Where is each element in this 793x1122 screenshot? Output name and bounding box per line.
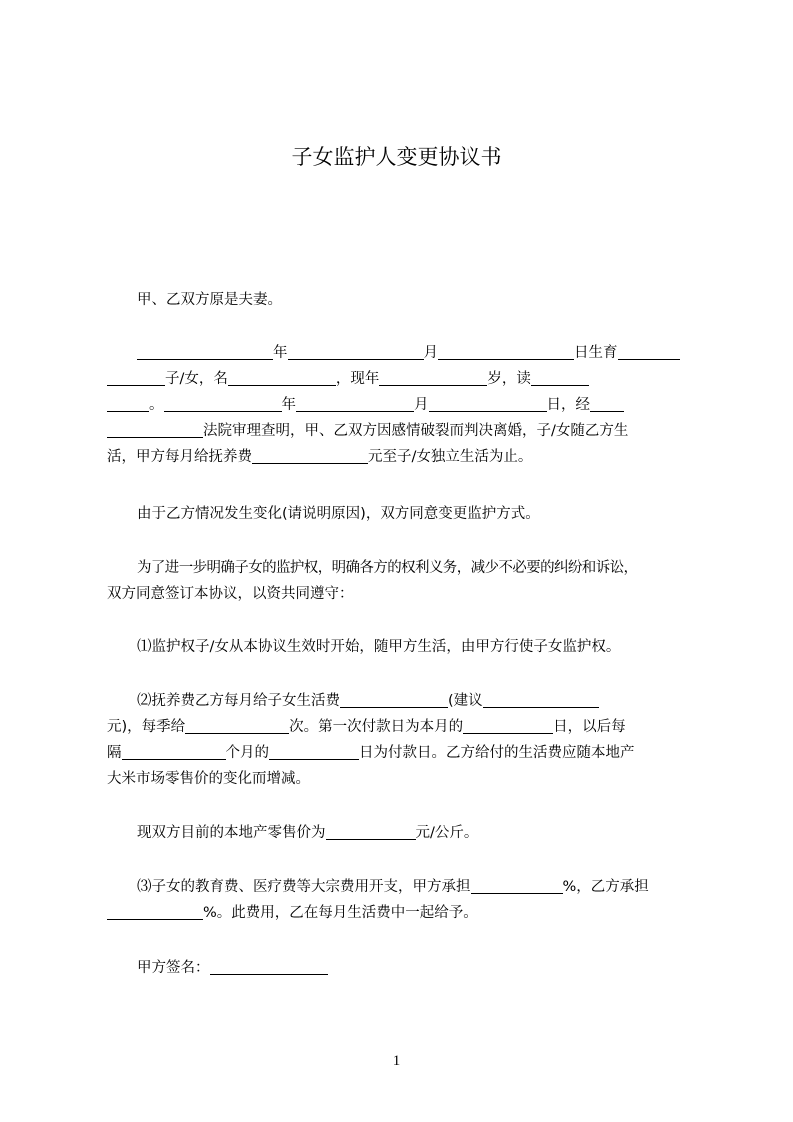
change-reason-line: 由于乙方情况发生变化(请说明原因)，双方同意变更监护方式。 (137, 506, 540, 522)
blank-field[interactable] (107, 903, 203, 920)
parties-line: 甲、乙双方原是夫妻。 (137, 292, 282, 308)
blank-field[interactable] (296, 395, 414, 412)
clause-3-line-1 (107, 874, 699, 900)
purpose-line-1: 为了进一步明确子女的监护权，明确各方的权利义务，减少不必要的纠纷和诉讼， (137, 560, 638, 576)
paragraph-clause-1 (107, 634, 699, 660)
blank-field[interactable] (531, 369, 589, 386)
label-every: 隔 (107, 745, 122, 761)
label-payment-day: 日为付款日。乙方给付的生活费应随本地产 (359, 745, 635, 761)
label-months: 个月的 (225, 745, 269, 761)
blank-field[interactable] (471, 877, 563, 894)
marriage-line-1 (107, 340, 699, 366)
marriage-line-2 (107, 366, 699, 392)
local-price-line (107, 820, 699, 846)
clause-2-line-2 (107, 714, 699, 740)
signature-field[interactable] (210, 958, 328, 975)
marriage-line-5 (107, 444, 699, 470)
label-local-price: 现双方目前的本地产零售价为 (137, 825, 326, 841)
blank-field[interactable] (228, 369, 336, 386)
blank-field[interactable] (137, 343, 273, 360)
label-age: ，现年 (335, 371, 380, 387)
court-ruling-text: 法院审理查明，甲、乙双方因感情破裂而判决离婚，子/女随乙方生 (203, 423, 629, 439)
paragraph-parties (107, 287, 699, 313)
document-title: 子女监护人变更协议书 (291, 145, 502, 169)
blank-field[interactable] (252, 447, 368, 464)
blank-field[interactable] (107, 369, 165, 386)
blank-field[interactable] (379, 369, 487, 386)
blank-field[interactable] (429, 395, 547, 412)
label-suggest: (建议 (448, 693, 483, 709)
label-thereafter: 日，以后每 (553, 719, 626, 735)
label-first-payment: 次。第一次付款日为本月的 (289, 719, 464, 735)
label-child-name: 子/女，名 (165, 371, 228, 387)
label-support-until: 元至子/女独立生活为止。 (368, 449, 533, 465)
label-court: 日，经 (546, 397, 590, 413)
label-payment-note: %。此费用，乙在每月生活费中一起给予。 (203, 905, 478, 921)
blank-field[interactable] (122, 743, 226, 760)
punctuation: 。 (149, 397, 164, 413)
paragraph-purpose (107, 555, 699, 607)
label-party-b-share: %，乙方承担 (562, 879, 649, 895)
paragraph-change-reason (107, 501, 699, 527)
clause-2-line-1 (107, 688, 699, 714)
blank-field[interactable] (185, 717, 289, 734)
blank-field[interactable] (288, 343, 424, 360)
label-per-kg: 元/公斤。 (415, 825, 479, 841)
marriage-line-4 (107, 418, 699, 444)
label-education-medical: ⑶子女的教育费、医疗费等大宗费用开支，甲方承担 (137, 879, 471, 895)
page-number: 1 (392, 1053, 401, 1069)
blank-field[interactable] (164, 395, 282, 412)
paragraph-signature (107, 955, 699, 981)
paragraph-local-price (107, 820, 699, 846)
label-per-quarter: 元)，每季给 (107, 719, 186, 735)
clause-3-line-2 (107, 900, 699, 926)
blank-field[interactable] (483, 691, 599, 708)
label-school: 岁，读 (487, 371, 531, 387)
blank-field[interactable] (438, 343, 574, 360)
clause-2-line-4: 大米市场零售价的变化而增减。 (107, 771, 310, 787)
label-month: 月 (423, 345, 438, 361)
paragraph-clause-3 (107, 874, 699, 926)
label-party-a-signature: 甲方签名： (137, 960, 210, 976)
blank-field[interactable] (618, 343, 680, 360)
paragraph-marriage-details (107, 340, 699, 470)
clause-1-line: ⑴监护权子/女从本协议生效时开始，随甲方生活，由甲方行使子女监护权。 (137, 639, 621, 655)
label-year: 年 (281, 397, 296, 413)
label-birth: 日生育 (574, 345, 618, 361)
blank-field[interactable] (269, 743, 359, 760)
blank-field[interactable] (107, 395, 149, 412)
label-living-cost: ⑵抚养费乙方每月给子女生活费 (137, 693, 340, 709)
clause-2-line-3 (107, 740, 699, 766)
label-support: 活，甲方每月给抚养费 (107, 449, 252, 465)
purpose-line-2: 双方同意签订本协议，以资共同遵守： (107, 586, 354, 602)
label-month: 月 (414, 397, 429, 413)
blank-field[interactable] (107, 421, 203, 438)
blank-field[interactable] (340, 691, 448, 708)
marriage-line-3 (107, 392, 699, 418)
signature-line (107, 955, 699, 981)
blank-field[interactable] (590, 395, 624, 412)
label-year: 年 (273, 345, 288, 361)
blank-field[interactable] (326, 823, 416, 840)
paragraph-clause-2 (107, 688, 699, 792)
blank-field[interactable] (463, 717, 553, 734)
